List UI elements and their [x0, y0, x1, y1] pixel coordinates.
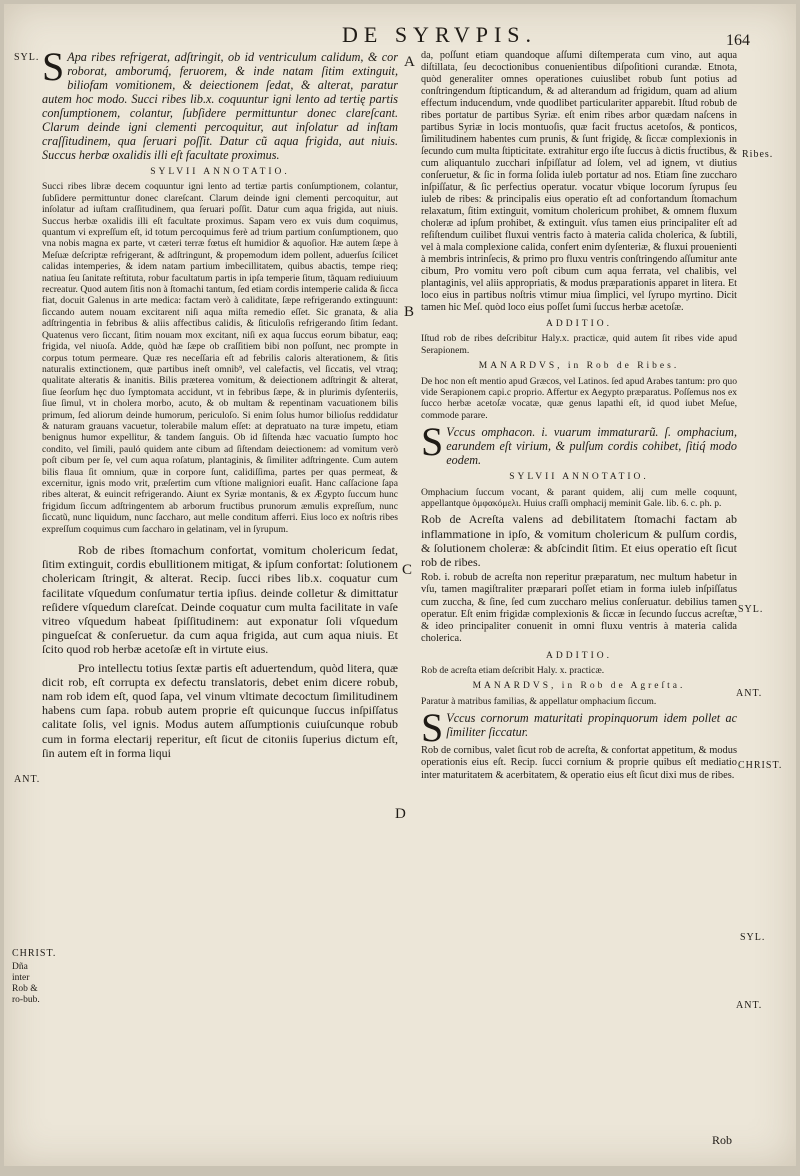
margin-christ-right: CHRIST.	[738, 760, 783, 771]
catchword: Rob	[711, 1133, 732, 1147]
margin-ant2-right: ANT.	[736, 1000, 763, 1011]
right-continuation-paragraph: da, poſſunt etiam quandoque aſſumi diſtemperata cum vino, aut aqua diſtillata, ſeu decoctionibus conuenientibus diſpoſitioni curandæ. Etnota, quòd generaliter omnes operationes cuiuslibet robub ſunt potius ad conſtringendum ſtipticandum, & ad alterandum ad frigidum, quam ad alium effectum inducendum, vnde quodlibet particulariter apparebit. Iſtud robub de ribes portatur de partibus Syriæ. eſt enim ribes arbor quædam naſcens in partibus Syriæ in locis montuoſis, quæ facit fructus acetoſos, & ponticos, ſimilitudinem habentes cum prunis, & ſunt frigidę, & ſiccæ complexionis in ſecundo cum multa ſtipticitate. extrahitur ergo iſte ſuccus à dictis fructibus, & cum aliquantulo zucchari inſpiſſatur ad ſolem, vel ad ignem, vt diutius conſeruetur, & ſic in forma ſolida iuleb portatur ad nos. Etiam ſine zuccharo inſpiſſatur, & ſic perfectius operatur. vocatur vbique locorum ſyrupus ſeu iuleb de ribes: & principalis eius operatio eſt ad confortandum ſtomachum relaxatum, ſitim extinguit, vomitum cholericum prohibet, & omnem fluxum choleræ ad ipſum prohibet, & extinguit. vſus tamen eius principaliter eſt ad reſiſtendum cuilibet fluxui ventris facto à materia calida cholerica, & ſubtili, vel à mala complexione calida, confert enim dyſenteriæ, & fluxui prouenienti à membris intrinſecis, & primo pro fluxu ventris conſtringendo aſſumitur ante cibum, Pro vomitu vero poſt cibum cum aqua ferrata, vel chalibis, vel plantaginis, vel aliis appropriatis, & modus præparationis apparet in litera. Et loco eius in partibus noſtris vtimur miua ſimplici, vel ſyrupo myrtino. Dicit tamen hic Meſ. quòd loco eius poſſet ſumi ſuccus herbæ acetoſæ.	[421, 50, 737, 313]
drop-cap-s3: S	[421, 705, 444, 751]
margin-ant-label: ANT.	[14, 774, 41, 785]
margin-christ-label: CHRIST.	[12, 948, 57, 959]
sylvius-annotation: Succi ribes libræ decem coquuntur igni lento ad tertiæ partis conſumptionem, colantur, ſubſidere permittuntur donec clareſcant. Clarum deinde igni clementi percoquitur, aut inſolatur ad iuſtam craſſitudinem, qua ſeruari poſſit. Datur cum aqua frigida, aut niuis. Succus herbæ oxalidis illi eſt facultate proximus. Sapam vero ex vuis dum coquimus, quantum vi expreſſum eſt, id totum percoquimus ferè ad trium partium conſumptionem, quo vna nobis magna ex parte, vt cæteri terræ fœtus eſt humidior & aquoſior. Hæ autem ſæpe à Meſuæ deſcriptæ refrigerant, & adſtringunt, & propemodum idem pollent, aduerſus ſcilicet calidas intemperies, & idem natam partium imbecillitatem, quibus abactis, tempe rieq; natiua ſeu ſanitate reſtituta, robur facultatum partis in ipſa temperie ſitum, tãquam rediuiuum recreatur. Quod autem ſitis non à ſtomachi tantum, ſed etiam cordis intemperie calida & ſicca fiat, docuit Galenus in arte medica: factam verò à caliditate, ſæpe refrigerando extinguunt: ſiccando autem nouam excitarent niſi aqua miſta remedio eſſet. Sic granata, & alia adſtringentia in febribus & aliis affectibus calidis, & ſiticuloſis refrigerando ſitim ſedant. Quatenus vero ſiccant, ſitim nouam mox excitant, niſi ex aqua ſuccus eorum bibatur, eaq; frigida, vel niuoſa. Adde, quòd hæ ſæpe ob craſſitiem bibi non poſſunt, nec prompte in corpus totum permeare. Quæ res neceſſaria eſt ad febrilis caloris alterationem, & ſitis naturalis extinctionem, quæ partibus ineſt omnib⁹, vel calefactis, vel ſiccatis, vel vtraq; qualitate alteratis & inanitis. Bilis præterea vomitum, & deiectionem adſtringit & alterat, ſiue ſeorſum hęc duo ſymptomata accidunt, vt in febribus ſæpe, & in plurimis dyſenteriis, ſiue ſimul, vt in cholera morbo, acuto, & ob multam & repentinam vacuationem bilis primum, ſed aliorum deinde humorum, periculoſo. Si enim ſolus humor bilioſus reddidatur & naturam grauans vacuetur, tolerabile malum eſſet: at depratuato na turæ impetu, etiam benignus humor expellitur, & tandem ſanguis. Ob id ſiſtenda hæc vacuatio ſumpto hoc condito, vel ſimili, pauló quidem ante cibum ad ſiſtendam deiectionem: ad vomitum verò poſt cibum per ſe, vel cum aqua roſatum, plantaginis, & ſimiliter adſtringente. Cum autem bilis flaua ſit omnium, quæ in corpore ſunt, calidiſſima, partes per quas permeat, & excernitur, ignis modo vrit, præſertim cum vſtione maligniori euaſit. Hanc caſſacione ſapa ribes alterat, & euincit refrigerando. Aiunt ex Syriæ montanis, & ex Ægypto ſuccum hunc frigidum ſiccum adſtringentem ab arborum fructibus prunorum æmulis expreſſum, nunc ſiccatũ, nunc liquidum, nunc ſacchаro, aut melle conditum afferri. Eius loco ex noſtris ribes expreſſum coquimus cum ſaccharo in gelatinam, vel in ſyrupum.	[42, 181, 398, 535]
margin-syl-right: SYL.	[738, 604, 764, 615]
omphacium-recipe: S Vccus omphacon. i. vuarum immaturarũ. ſ. omphacium, earundem eſt virium, & pulſum cordis cohibet, ſitiq́ modo eodem.	[421, 419, 737, 468]
margin-syl-label: SYL.	[14, 52, 40, 63]
ant-rob-acresta-paragraph: Rob de Acreſta valens ad debilitatem ſtomachi factam ab inflammatione in ipſo, & vomitum cholericum & pulſum cordis, & ſolutionem choleræ: & abſcindit ſitim. Et eius operatio eſt ſicut rob de ribes.	[421, 512, 737, 570]
margin-ant-right: ANT.	[736, 688, 763, 699]
right-column	[421, 50, 737, 1160]
christ-rob-acresta-paragraph: Rob. i. robub de acreſta non reperitur præparatum, nec multum habetur in vſu, tamen magiſtraliter præparari poſſet etiam in forma iuleb inſpiſſatus cum zuccha, & ſine, ſed cum zuccharo melius conſeruatur. debilius tamen operatur. Eſt enim frigidæ complexionis & ſiccæ in ſecundo ſuccus acreſtæ, & ideo principaliter conuenit in omni fluxu ventris à materia calida cholerica.	[421, 572, 737, 645]
page-number: 164	[726, 32, 750, 49]
additio-heading-2: ADDITIO.	[546, 650, 612, 661]
section-letter-d: D	[395, 806, 406, 822]
section-letter-c: C	[402, 562, 413, 578]
left-column	[42, 50, 398, 1160]
manardus-text-2: Paratur à matribus familias, & appellatur omphacium ſiccum.	[421, 695, 657, 707]
margin-syl2-right: SYL.	[740, 932, 766, 943]
cornorum-recipe: S Vccus cornorum maturitati propinquorum idem pollet ac ſimiliter ſiccatur.	[421, 705, 737, 751]
manardus-heading-2: MANARDVS, in Rob de Agreſta.	[472, 681, 686, 692]
manardus-text-1: De hoc non eſt mentio apud Græcos, vel Latinos. ſed apud Arabes tantum: pro quo vide Serapionem capi.c proprio. Affertur ex Aegypto præparatus. Poſſemus nos ex ſucco herbæ acetoſæ vocatæ, quæ genus lapathi eſt, id quod iubet Meſue, commode parare.	[421, 375, 737, 421]
additio-heading-1: ADDITIO.	[546, 319, 612, 329]
margin-christ-note: Dña inter Rob & ro-bub.	[12, 962, 40, 1005]
sapa-ribes-recipe: S Apa ribes refrigerat, adſtringit, ob id ventriculum calidum, & cor roborat, amborumq́, feruorem, & inde natam ſitim extinguit, biliofam vomitionem, & deiectionem ſedat, & alterat, paratur autem hoc modo. Succi ribes lib.x. coquuntur igni lento ad tertię partis conſumptionem, colantur, ſubſidere permittuntur donec clareſcant. Clarum deinde igni clementi percoquitur, aut inſolatur ad inſtam craſſitudinem, qua ſeruari poſſit. Datur cũ aqua frigida, aut niuis. Succus herbæ oxalidis illi eſt facultate proximus.	[42, 50, 398, 162]
running-title: DE SYRVPIS.	[342, 22, 538, 47]
margin-ribes-label: Ribes.	[742, 149, 774, 160]
section-letter-b: B	[404, 304, 415, 320]
section-letter-a: A	[404, 54, 415, 70]
annotation-heading-2: SYLVII ANNOTATIO.	[509, 472, 649, 483]
book-page	[4, 4, 796, 1166]
christ-commentary-paragraph: Pro intellectu totius ſextæ partis eſt aduertendum, quòd litera, quæ dicit rob, eſt corrupta ex defectu translatoris, debet enim dicere robub, nam rob idem eſt, quod ſapa, vel vinum vltimate decoctum ſimilitudinem habens cum ſapa. robub autem proprie eſt quicunque ſuccus inſpiſſatus calitate ſolis, vel ignis. Modus autem aſſumptionis cuiuſcunque robub cum in forma electarij reperitur, eſt ſicut de citoniis ſuperius dictum eſt, ſin autem eſt in forma liqui	[42, 660, 398, 760]
drop-cap-s2: S	[421, 419, 444, 465]
sylvius-annotation-2: Omphacium ſuccum vocant, & parant quidem, alij cum melle coquunt, appellantque ὀμφακόμελι. Huius craſſi omphacij meminit Gale. lib. 6. c. ph. p.	[421, 486, 737, 510]
drop-cap-s: S	[42, 50, 65, 89]
annotation-heading: SYLVII ANNOTATIO.	[150, 167, 290, 177]
ant-rob-ribes-paragraph: Rob de ribes ſtomachum confortat, vomitum cholericum ſedat, ſitim extinguit, cordis ebullitionem mitigat, & ipſum confortat: ſolutionem cholericam ſtringit, & alterat. Recip. ſucci ribes lib.x. coquatur cum facilitate vſquedum conſumatur tertia ipſius. deinde colletur & dimittatur reſidere vſquedum clareſcat. Deinde coquatur cum multa facilitate in vaſe vitreo vſquedum habeat ſpiſſitudinem: aut exponatur ſoli vſquedum pingueſcat & conſeruetur. da cum aqua frigida, aut cum aqua niuis. Et ſcito quod rob herbæ acetoſæ eſt in virtute eius.	[42, 543, 398, 657]
additio-text-1: Iſtud rob de ribes deſcribitur Haly.x. practicæ, quid autem ſit ribes vide apud Serapionem.	[421, 333, 737, 356]
manardus-heading-1: MANARDVS, in Rob de Ribes.	[478, 361, 680, 372]
additio-text-2: Rob de acreſta etiam deſcribit Haly. x. practicæ.	[421, 664, 605, 676]
rob-cornibus-paragraph: Rob de cornibus, valet ſicut rob de acreſta, & confortat appetitum, & modus operationis eius eſt. Recip. ſucci cornium & proprie quibus eſt mediatio inter maturitatem & acerbitatem, & operatio eius eſt ſicut dixi mus de ribes.	[421, 745, 737, 781]
